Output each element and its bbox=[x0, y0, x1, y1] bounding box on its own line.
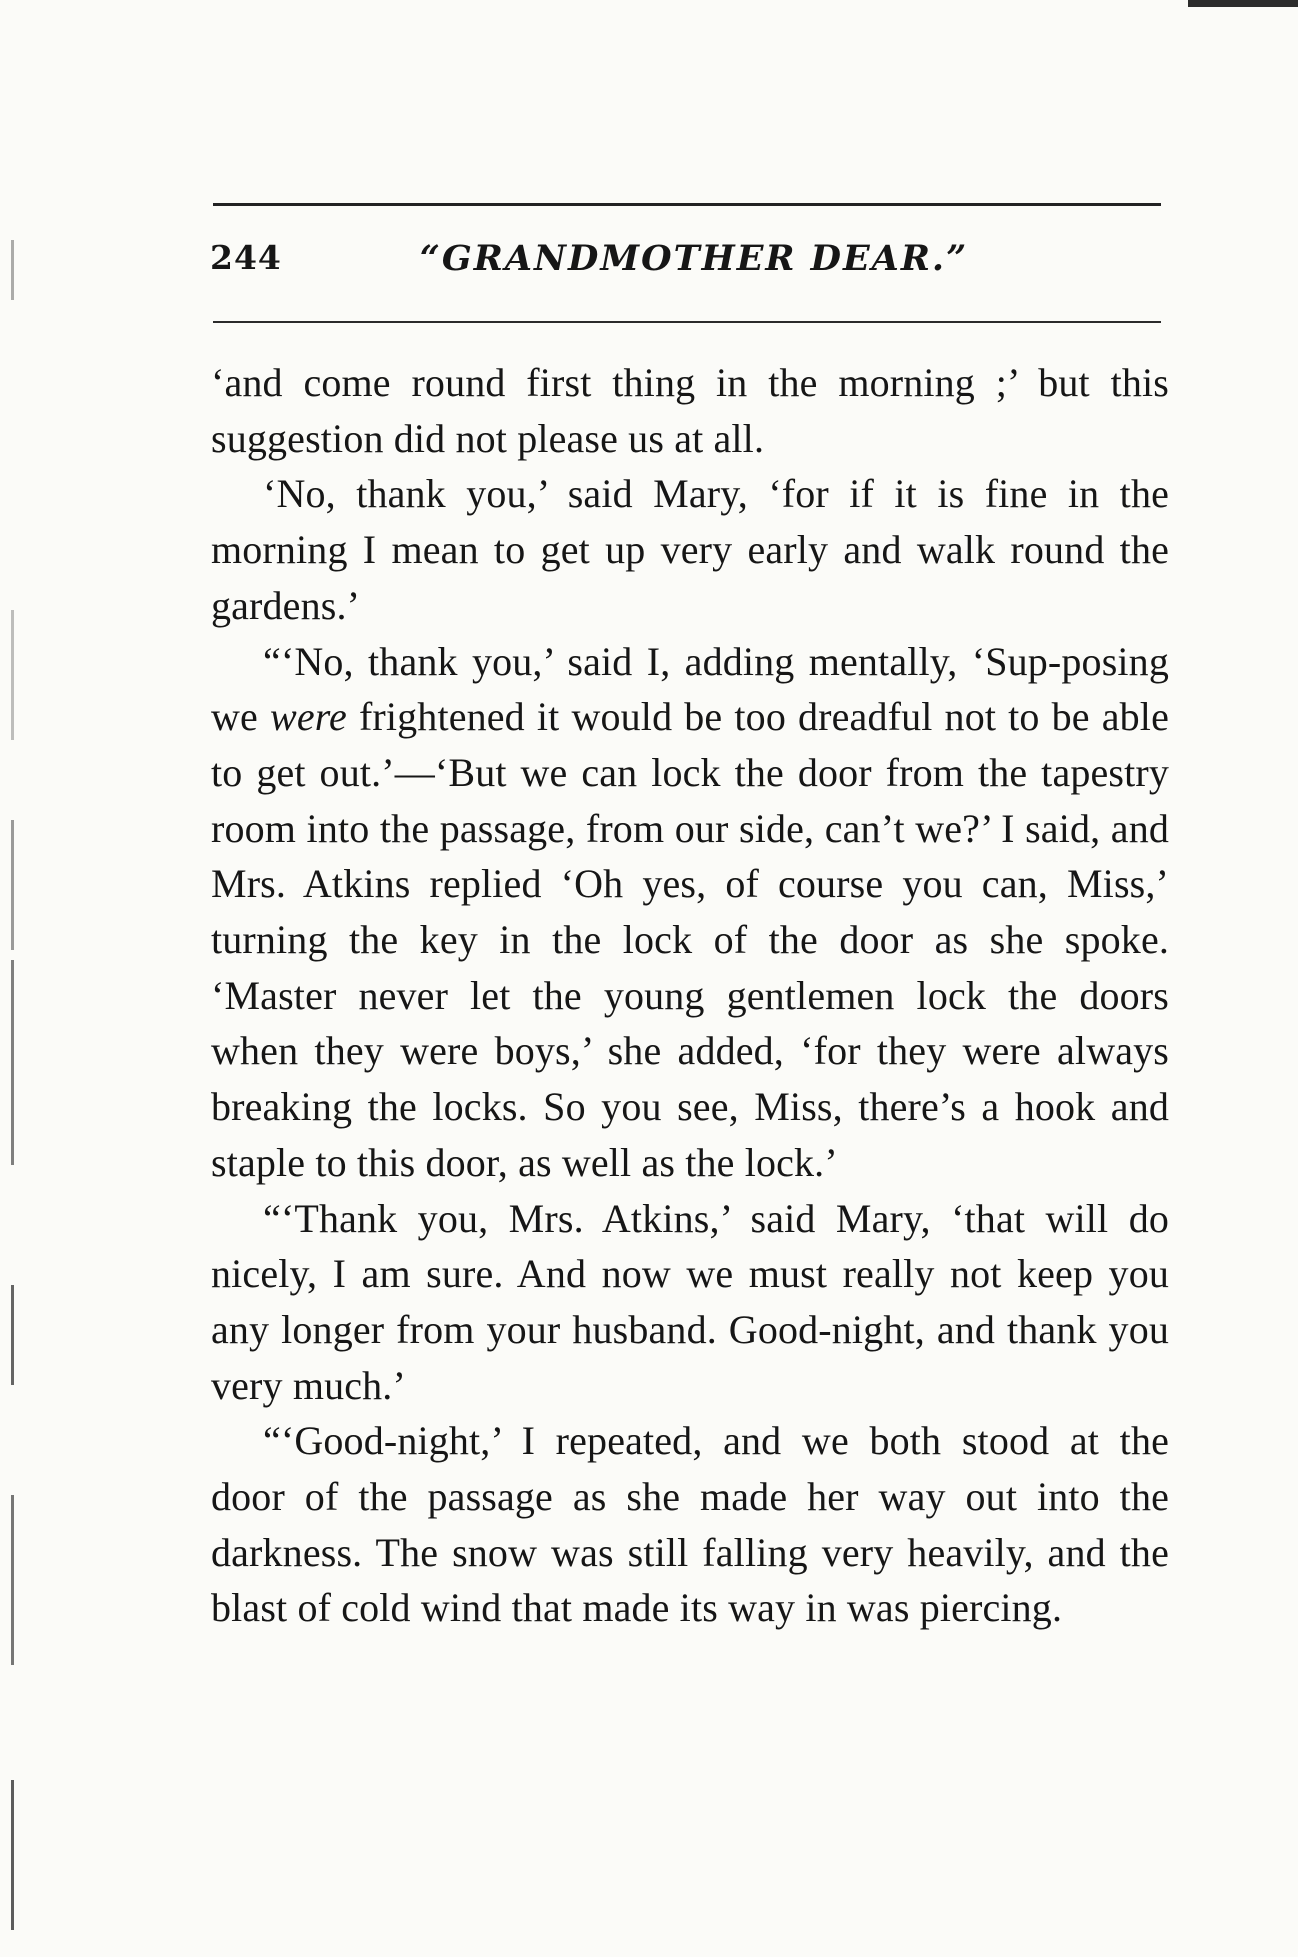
scan-margin-mark bbox=[11, 240, 14, 300]
top-rule bbox=[213, 203, 1161, 206]
paragraph-narrator-reply-start: “‘No, thank you,’ said I, adding mentally, ‘Sup-posing we bbox=[211, 638, 1169, 740]
running-title: “GRANDMOTHER DEAR.” bbox=[419, 238, 969, 279]
paragraph-narrator-reply bbox=[211, 634, 1169, 1191]
scan-margin-mark bbox=[11, 1285, 14, 1385]
emphasized-word: were bbox=[270, 694, 347, 740]
scan-margin-mark bbox=[11, 1495, 14, 1665]
scan-margin-mark bbox=[11, 610, 14, 740]
header-rule bbox=[213, 321, 1161, 323]
paragraph-mary-reply: ‘No, thank you,’ said Mary, ‘for if it is fine in the morning I mean to get up very early and walk round the gardens.’ bbox=[211, 471, 1169, 628]
paragraph-mary-thanks: “‘Thank you, Mrs. Atkins,’ said Mary, ‘that will do nicely, I am sure. And now we must really not keep you any longer from your husband. Good-night, and thank you very much.’ bbox=[211, 1195, 1169, 1408]
scan-margin-mark bbox=[11, 960, 14, 1165]
scan-corner-mark bbox=[1188, 0, 1298, 7]
scan-margin-mark bbox=[11, 820, 14, 950]
page-number: 244 bbox=[210, 238, 282, 277]
paragraph-good-night: “‘Good-night,’ I repeated, and we both stood at the door of the passage as she made her way out into the darkness. The snow was still falling very heavily, and the blast of cold wind that made its way in was piercing. bbox=[211, 1418, 1169, 1631]
scan-margin-mark bbox=[11, 1780, 14, 1930]
body-text bbox=[211, 355, 1169, 1855]
paragraph-narrator-reply-rest: frightened it would be too dreadful not to be able to get out.’—‘But we can lock the door from the tapestry room into the passage, from our side, can’t we?’ I said, and Mrs. Atkins replied ‘Oh yes, of course you can, Miss,’ turning the key in the lock of the door as she spoke. ‘Master never let the young gentlemen lock the doors when they were boys,’ she added, ‘for they were always breaking the locks. So you see, Miss, there’s a hook and staple to this door, as well as the lock.’ bbox=[211, 694, 1169, 1185]
paragraph-continuation: ‘and come round first thing in the morning ;’ but this suggestion did not please us at all. bbox=[211, 360, 1169, 461]
page-header bbox=[210, 238, 1165, 294]
